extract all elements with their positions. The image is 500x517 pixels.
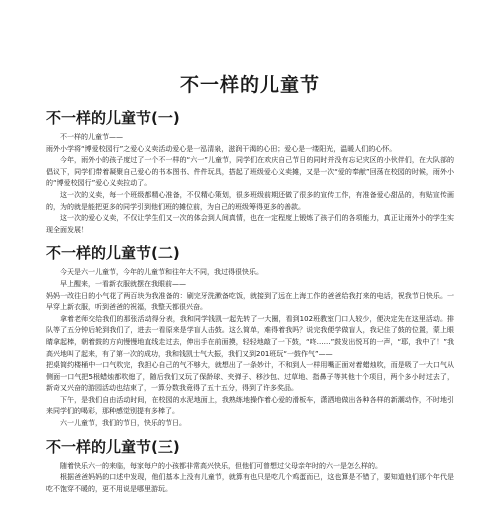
paragraph: 六一儿童节，我们的节日，快乐的节日。 (60, 419, 186, 428)
section-1 (46, 107, 454, 236)
paragraph: 这一次的义卖，每一个班级都精心准备，不仅精心策划，很多班级前期还做了很多的宣传工作，有准备爱心甜品的，有贴宣传画的，为的就是能把更多的同学引到他们班的摊位前，为自己的班级筹得更多的善款。 (46, 190, 454, 211)
section-3 (46, 436, 454, 496)
section-2 (46, 242, 454, 429)
paragraph: 妈妈一改往日的小气花了两百块为我准备的：刷完牙洗漱备吃饭，就接到了远在上海工作的爸爸给我打来的电话，祝我节日快乐。一早穿上新衣服，听到爸爸的祝福，我整天都很兴奋。 (46, 291, 454, 312)
document-title: 不一样的儿童节 (179, 74, 320, 96)
paragraph: 根据爸爸妈妈的口述中发现，他们基本上没有儿童节，就算有也只是吃几个鸡蛋而已，这也算是不错了，要知道他们那个年代是吃不饱穿不暖的，更不用说是哪里游玩。 (46, 473, 454, 493)
paragraph: 今天是六一儿童节，今年的儿童节和往年大不同，我过得很快乐。 (60, 268, 263, 277)
paragraph: 随着快乐六一的来临，每家每户的小孩都非常高兴快乐，但他们可曾想过父母亲年时的六一是怎么样的。 (60, 461, 382, 470)
paragraph: 下午，是我们自由活动时间，在校园的水泥地面上，我熟练地操作着心爱的滑板车，潇洒地做出各种各样的新潮动作，不时地引来同学们的喝彩，那种感觉别提有多棒了。 (46, 395, 454, 416)
section-heading: 不一样的儿童节(一) (46, 109, 180, 127)
paragraph: 拿着老师交给我们的那张活动得分表，我和同学钱凯一起先转了一大圈，看到102班教室门口人较少，便决定先在这里活动。排队等了五分钟后轮到我们了，进去一看原来是学盲人击鼓。这么简单，难得着我吗？说完我便学做盲人，我记住了鼓的位置，蒙上眼睛拿起棒，朝着鼓的方向慢慢地直线走过去，伸出手在前面摸，轻轻地敲了一下鼓，“咚……”鼓发出悦耳的一声，“耶，我中了！”我高兴地叫了起来，有了第一次的成功，我和钱凯士气大振，我们又到201班玩“一鼓作气”—— (46, 314, 454, 358)
paragraph: 不一样的儿童节—— (60, 133, 123, 141)
paragraph: 今年，雨外小的孩子度过了一个不一样的“六一”儿童节，同学们在欢庆自己节日的同时并没有忘记灾区的小伙伴们，在大队部的倡议下，同学们带着凝聚自己爱心的书本图书、件件玩具，搭起了班级爱心义卖摊，又是一次“爱的奉献”回荡在校园的时候，雨外小的“博爱校园行”爱心义卖拉动了。 (46, 156, 454, 188)
paragraph: 这一次的爱心义卖，不仅让学生们又一次的体会到人间真情，也在一定程度上锻炼了孩子们的各项能力，真正让雨外小的学生实现全面发展！ (46, 214, 454, 234)
section-heading: 不一样的儿童节(二) (46, 244, 180, 263)
paragraph: 早上醒来，一看新衣服就摆在我眼前—— (60, 279, 186, 288)
paragraph: 雨外小学将“博爱校园行”之爱心义卖活动爱心是一泓清泉，滋润干渴的心田；爱心是一缕阳光，温暖人们的心怀。 (46, 144, 397, 153)
paragraph: 把桌简约楼桶中一口气吹完，我担心自己的气不够大，就想出了一条妙计，不和到人一样用嘴正面对着蜡烛吹，而是吸了一大口气从侧面一口气把5根蜡烛都吹熄了，随后我们又玩了保龄球、夹弹子、移沙包、过草地、指鼻子等其他十个项目，两个多小时过去了，新奇又兴奋的游园活动也结束了，一算分数我竟得了五十五分，得到了许多奖品。 (46, 361, 454, 393)
section-heading: 不一样的儿童节(三) (46, 437, 180, 456)
